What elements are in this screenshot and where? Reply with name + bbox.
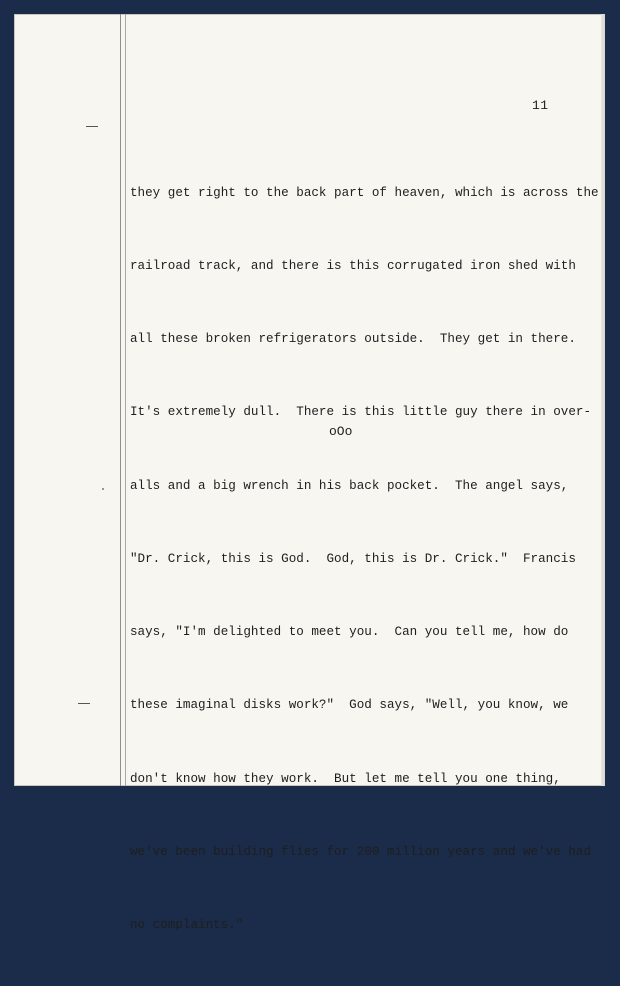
text-line: "Dr. Crick, this is God. God, this is Dr. Crick." Francis: [130, 551, 576, 566]
text-line: these imaginal disks work?" God says, "Well, you know, we: [130, 698, 569, 713]
body-text: [130, 132, 599, 986]
text-line: don't know how they work. But let me tell you one thing,: [130, 771, 561, 786]
text-line: alls and a big wrench in his back pocket. The angel says,: [130, 478, 569, 493]
text-line: It's extremely dull. There is this little guy there in over-: [130, 405, 592, 420]
margin-tick-mark: [86, 126, 98, 127]
text-line: we've been building flies for 200 million years and we've had: [130, 844, 592, 859]
text-line: they get right to the back part of heaven, which is across the: [130, 185, 599, 200]
text-line: no complaints.": [130, 918, 244, 932]
margin-rule: [120, 14, 121, 786]
text-line: railroad track, and there is this corrugated iron shed with: [130, 259, 576, 274]
page-edge: [601, 14, 605, 786]
paper-speck: [102, 488, 104, 490]
page-number: 11: [532, 98, 549, 113]
margin-rule-inner: [125, 14, 126, 786]
document-page: [14, 14, 605, 932]
end-mark: oOo: [329, 424, 353, 439]
text-line: all these broken refrigerators outside. They get in there.: [130, 332, 576, 347]
margin-tick-mark: [78, 703, 90, 704]
text-line: says, "I'm delighted to meet you. Can you tell me, how do: [130, 625, 569, 640]
